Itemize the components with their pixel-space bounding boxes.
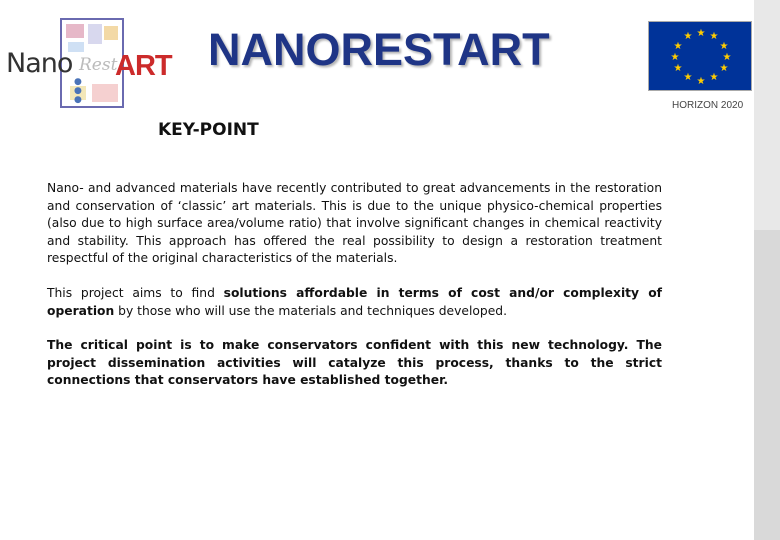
logo-text-rest: Rest (79, 55, 118, 75)
right-decorative-band (754, 0, 780, 540)
eu-flag-icon: ★ ★ ★ ★ ★ ★ ★ ★ ★ ★ ★ ★ (648, 21, 752, 91)
paragraph-critical-point: The critical point is to make conservators confident with this new technology. The project dissemination activities will catalyze this process, thanks to the strict connections that conservators have established together. (47, 338, 662, 387)
nanorestart-logo (6, 18, 172, 114)
section-heading: KEY-POINT (158, 120, 259, 140)
logo-text-nano: Nano (6, 48, 73, 79)
paragraph-aims (47, 285, 662, 320)
logo-dots-icon: ● ● ● (74, 77, 82, 105)
right-band-upper (754, 0, 780, 230)
logo-text-art: ART (115, 50, 172, 82)
paragraph-aims-lead: This project aims to find (47, 286, 224, 300)
paragraph-aims-tail: by those who will use the materials and techniques developed. (114, 303, 507, 318)
page-title: NANORESTART (208, 24, 550, 75)
paragraph-intro: Nano- and advanced materials have recently contributed to great advancements in the restoration and conservation of ‘classic’ art materials. This is due to the unique physico-chemical properties (also due to high surface area/volume ratio) that involve significant changes in chemical reactivity and stability. This approach has offered the real possibility to design a restoration treatment respectful of the original characteristics of the materials. (47, 181, 662, 265)
horizon-2020-caption: HORIZON 2020 (672, 100, 744, 111)
paragraph-aims-bold: solutions affordable in terms of cost and/or complexity of operation (47, 286, 662, 318)
